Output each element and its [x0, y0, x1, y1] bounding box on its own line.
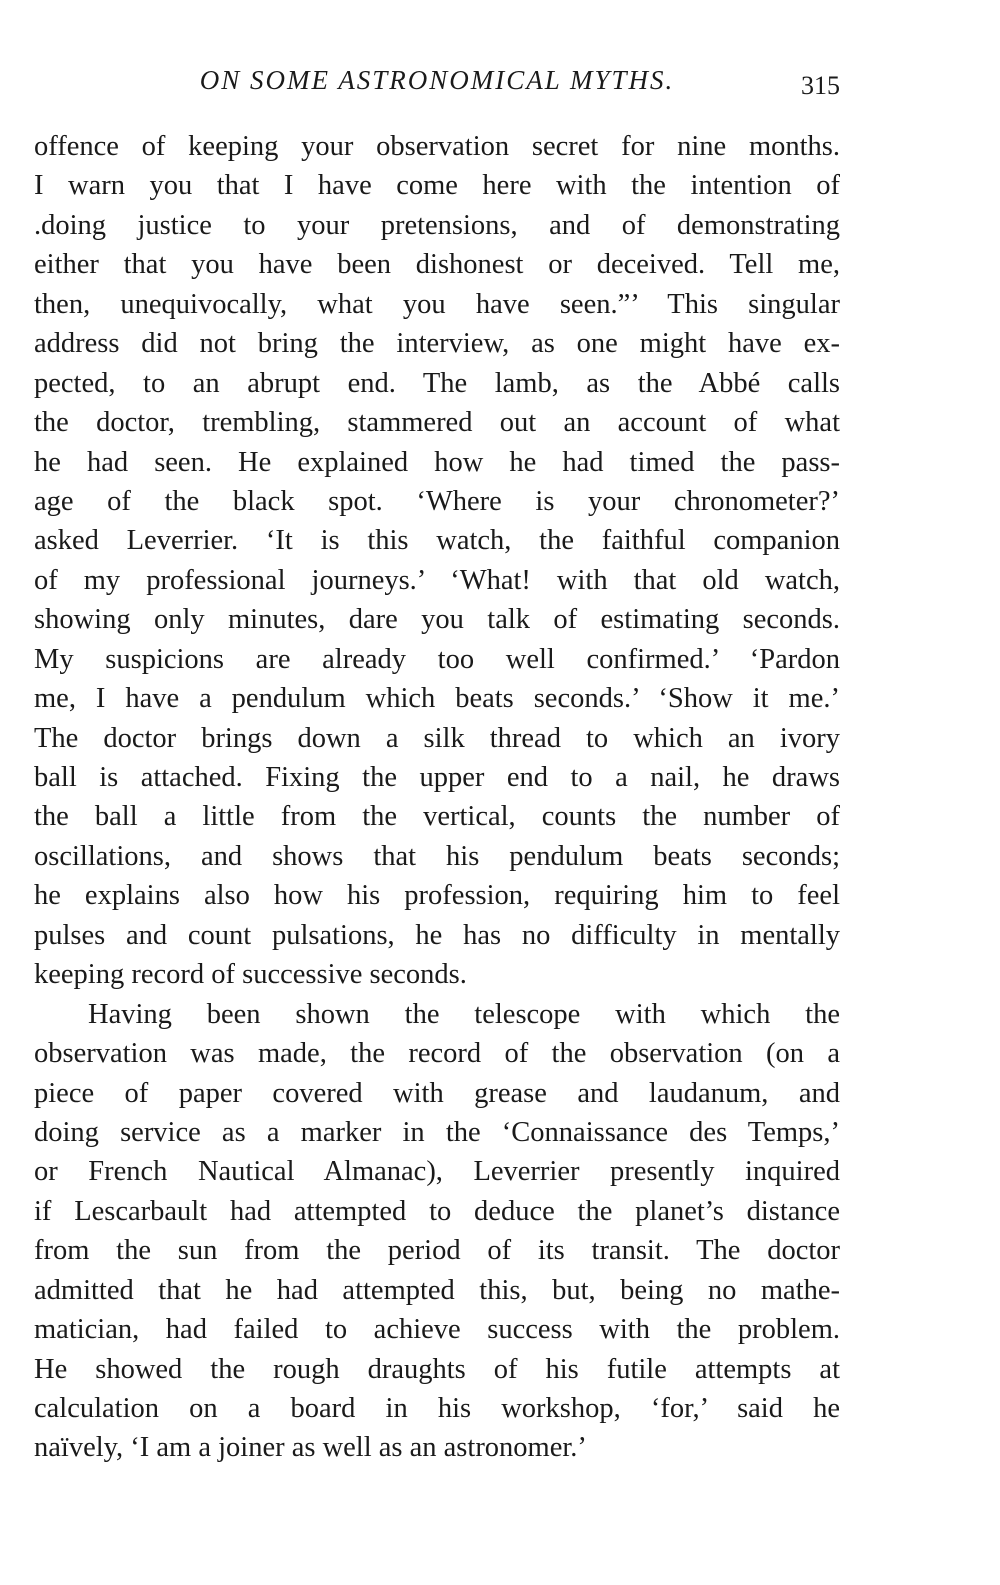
text-line: My suspicions are already too well confirmed.’ ‘Pardon: [34, 643, 840, 675]
text-line: he had seen. He explained how he had timed the pass-: [34, 446, 840, 478]
text-line: ball is attached. Fixing the upper end to a nail, he draws: [34, 762, 840, 793]
text-line: showing only minutes, dare you talk of estimating seconds.: [34, 604, 840, 636]
page-number: 315: [801, 71, 840, 100]
text-line: calculation on a board in his workshop, ‘for,’ said he: [34, 1393, 840, 1424]
text-line: the ball a little from the vertical, counts the number of: [34, 801, 840, 833]
text-line: then, unequivocally, what you have seen.”’ This singular: [34, 288, 840, 320]
text-line: matician, had failed to achieve success with the problem.: [34, 1314, 840, 1346]
text-line: He showed the rough draughts of his futile attempts at: [34, 1353, 840, 1385]
text-line: the doctor, trembling, stammered out an account of what: [34, 407, 840, 439]
text-line: if Lescarbault had attempted to deduce the planet’s distance: [34, 1195, 840, 1227]
text-line: observation was made, the record of the observation (on a: [34, 1038, 840, 1070]
paragraph-start-line: Having been shown the telescope with which the: [88, 998, 840, 1030]
text-line: .doing justice to your pretensions, and of demonstrating: [34, 209, 840, 241]
text-line: piece of paper covered with grease and laudanum, and: [34, 1077, 840, 1109]
text-line: of my professional journeys.’ ‘What! with that old watch,: [34, 564, 840, 596]
paragraph-end-line: keeping record of successive seconds.: [34, 959, 467, 991]
text-line: I warn you that I have come here with the intention of: [34, 170, 840, 202]
text-line: admitted that he had attempted this, but, being no mathe-: [34, 1274, 840, 1306]
text-line: doing service as a marker in the ‘Connaissance des Temps,’: [34, 1116, 840, 1148]
body-text: [34, 127, 840, 1468]
running-head: [34, 60, 840, 100]
text-line: pected, to an abrupt end. The lamb, as the Abbé calls: [34, 367, 840, 399]
text-line: oscillations, and shows that his pendulum beats seconds;: [34, 840, 840, 872]
text-line: me, I have a pendulum which beats seconds.’ ‘Show it me.’: [34, 683, 840, 715]
text-line: age of the black spot. ‘Where is your chronometer?’: [34, 485, 840, 517]
text-line: either that you have been dishonest or deceived. Tell me,: [34, 249, 840, 281]
text-line: offence of keeping your observation secret for nine months.: [34, 131, 840, 162]
text-line: or French Nautical Almanac), Leverrier presently inquired: [34, 1156, 840, 1188]
text-line: The doctor brings down a silk thread to which an ivory: [34, 722, 840, 754]
running-title: ON SOME ASTRONOMICAL MYTHS.: [199, 65, 675, 95]
text-line: pulses and count pulsations, he has no difficulty in mentally: [34, 919, 840, 951]
paragraph-end-line: naïvely, ‘I am a joiner as well as an astronomer.’: [34, 1432, 587, 1464]
text-line: address did not bring the interview, as one might have ex-: [34, 328, 840, 360]
text-line: asked Leverrier. ‘It is this watch, the faithful companion: [34, 525, 840, 557]
text-line: he explains also how his profession, requiring him to feel: [34, 880, 840, 912]
text-line: from the sun from the period of its transit. The doctor: [34, 1235, 840, 1267]
